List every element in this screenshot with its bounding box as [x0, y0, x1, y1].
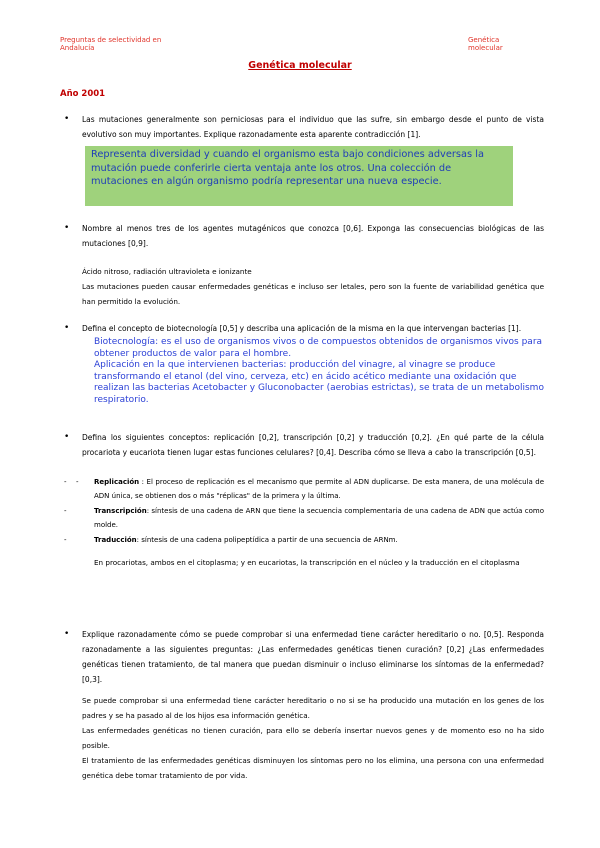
list-item: - - Replicación : El proceso de replicación es el mecanismo que permite al ADN duplicarse. De esta manera, de una molécula de ADN única, se obtienen dos o más "réplicas" de la primera y la última.: [64, 475, 544, 503]
bullet-q3: •: [64, 323, 70, 333]
header-right: [468, 36, 548, 52]
bullet-q5: •: [64, 629, 70, 639]
answer-3-definition: Biotecnología: es el uso de organismos vivos o de compuestos obtenidos de organismos vivos para obtener productos de valor para el hombre.: [94, 337, 543, 359]
answer-3-application: Aplicación en la que intervienen bacterias: producción del vinagre, al vinagre se produce transformando el etanol (del vino, cerveza, etc) en ácido acético mediante una oxidación que realizan las bacterias Acetobacter y Gluconobacter (aerobias estrictas), se trata de un metabolismo respiratorio.: [94, 360, 544, 405]
header-left: [60, 36, 260, 52]
header-right-line2: molecular: [468, 44, 503, 52]
definition-replication: : El proceso de replicación es el mecanismo que permite al ADN duplicarse. De esta manera, de una molécula de ADN única, se obtienen dos o más "réplicas" de la primera y la última.: [94, 478, 544, 500]
answer-3: [94, 337, 554, 406]
question-5: Explique razonadamente cómo se puede comprobar si una enfermedad tiene carácter hereditario o no. [0,5]. Responda razonadamente a las siguientes preguntas: ¿Las enfermedades genéticas tienen curación? [0,2] ¿Las enfermedades genéticas tienen tratamiento, de tal manera que puedan disminuir o incluso eliminarse los síntomas de la enfermedad? [0,3].: [82, 630, 544, 684]
question-2: Nombre al menos tres de los agentes mutagénicos que conozca [0,6]. Exponga las consecuencias biológicas de las mutaciones [0,9].: [82, 224, 544, 248]
question-1: Las mutaciones generalmente son perniciosas para el individuo que las sufre, sin embargo desde el punto de vista evolutivo son muy importantes. Explique razonadamente esta aparente contradicción [1].: [82, 115, 544, 139]
answer-1-highlight: Representa diversidad y cuando el organismo esta bajo condiciones adversas la mutación puede conferirle cierta ventaja ante los otros. Una colección de mutaciones en algún organismo podría representar una nueva especie.: [85, 146, 513, 206]
answer-2: [82, 264, 544, 309]
definition-transcription: : síntesis de una cadena de ARN que tiene la secuencia complementaria de una cadena de ADN que actúa como molde.: [94, 507, 544, 529]
year-heading: Año 2001: [60, 89, 106, 99]
list-item: - Traducción: síntesis de una cadena polipeptídica a partir de una secuencia de ARNm.: [64, 536, 398, 544]
answer-5-treatment: El tratamiento de las enfermedades genéticas disminuyen los síntomas pero no los elimina, una persona con una enfermedad genética debe tomar tratamiento de por vida.: [82, 756, 544, 780]
definitions-list: [64, 475, 544, 548]
header-left-line1: Preguntas de selectividad en: [60, 36, 162, 44]
answer-2-agents: Ácido nitroso, radiación ultravioleta e ionizante: [82, 267, 252, 276]
bullet-q1: •: [64, 114, 70, 124]
answer-5: [82, 693, 544, 783]
answer-5-cure: Las enfermedades genéticas no tienen curación, para ello se debería insertar nuevos genes y de momento eso no ha sido posible.: [82, 726, 544, 750]
bullet-q4: •: [64, 432, 70, 442]
term-translation: Traducción: [94, 536, 137, 544]
definition-translation: : síntesis de una cadena polipeptídica a partir de una secuencia de ARNm.: [136, 536, 398, 544]
answer-5-hereditary: Se puede comprobar si una enfermedad tiene carácter hereditario o no si se ha producido una mutación en los genes de los padres y se ha pasado al de los hijos esa información genética.: [82, 696, 544, 720]
question-3: Defina el concepto de biotecnología [0,5] y describa una aplicación de la misma en la que intervengan bacterias [1].: [82, 324, 522, 333]
page-title: Genética molecular: [248, 60, 352, 71]
header-right-line1: Genética: [468, 36, 500, 44]
dash-icon: -: [76, 478, 79, 486]
term-transcription: Transcripción: [94, 507, 147, 515]
question-4: Defina los siguientes conceptos: replicación [0,2], transcripción [0,2] y traducción [0,2]. ¿En qué parte de la célula procariota y eucariota tienen lugar estas funciones celulares? [0,4]. Describa cómo se lleva a cabo la transcripción [0,5].: [82, 433, 544, 457]
bullet-q2: •: [64, 223, 70, 233]
term-replication: Replicación: [94, 478, 140, 486]
list-item: - Transcripción: síntesis de una cadena de ARN que tiene la secuencia complementaria de una cadena de ADN que actúa como molde.: [64, 507, 544, 529]
answer-2-consequences: Las mutaciones pueden causar enfermedades genéticas e incluso ser letales, pero son la fuente de variabilidad genética que han permitido la evolución.: [82, 282, 544, 306]
header-left-line2: Andalucía: [60, 44, 95, 52]
answer-4-location: En procariotas, ambos en el citoplasma; y en eucariotas, la transcripción en el núcleo y la traducción en el citoplasma: [94, 558, 520, 567]
